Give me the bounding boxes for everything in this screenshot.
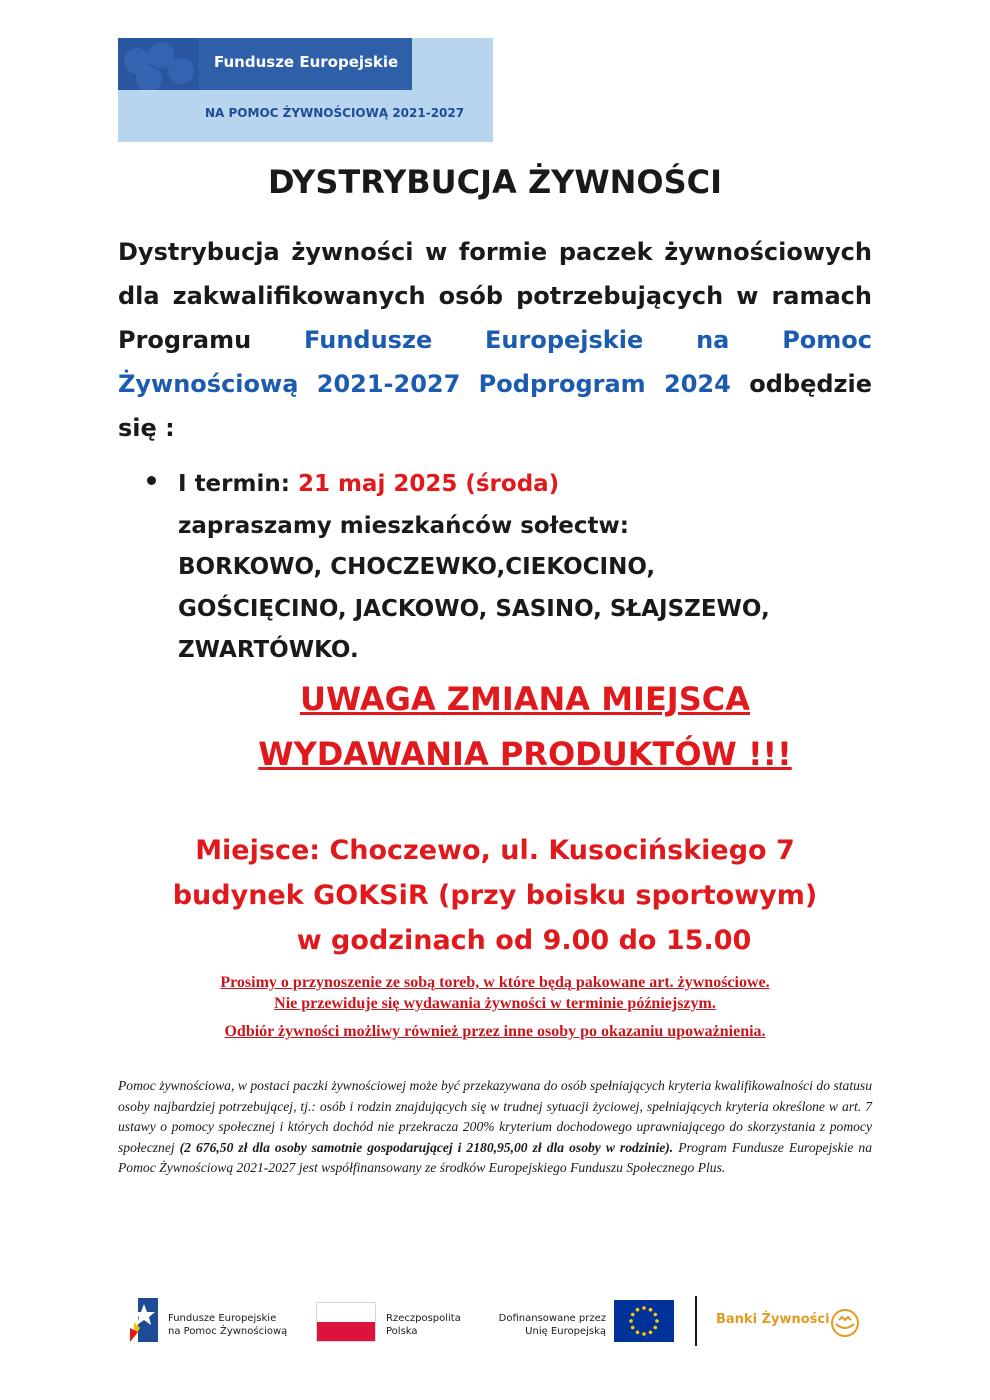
eu-footer-text xyxy=(480,1312,606,1338)
rp-footer-line-1: Rzeczpospolita xyxy=(386,1313,461,1324)
program-name: Fundusze Europejskie na Pomoc Żywnościową 2021-2027 Podprogram 2024 xyxy=(118,326,872,398)
note-no-later: Nie przewiduje się wydawania żywności w terminie późniejszym. xyxy=(274,995,716,1012)
warning-heading xyxy=(0,672,990,782)
warning-line-1: UWAGA ZMIANA MIEJSCA xyxy=(300,680,750,718)
intro-text-start: Dystrybucja żywności w formie paczek żywnościowych dla zakwalifikowanych osób potrzebujących w ramach Programu xyxy=(118,238,872,354)
footer-divider xyxy=(695,1296,697,1346)
fine-print-part-2: Program Fundusze Europejskie na Pomoc Żywnościową 2021-2027 jest współfinansowany ze środków Europejskiego Funduszu Społecznego Plus. xyxy=(118,1139,872,1175)
warning-line-2: WYDAWANIA PRODUKTÓW !!! xyxy=(258,735,792,773)
villages-line-1: BORKOWO, CHOCZEWKO,CIEKOCINO, xyxy=(178,554,656,580)
fine-print-bold: (2 676,50 zł dla osoby samotnie gospodarującej i 2180,95,00 zł dla osoby w rodzinie). xyxy=(179,1139,674,1155)
villages-line-2: GOŚCIĘCINO, JACKOWO, SASINO, SŁAJSZEWO, xyxy=(178,595,770,622)
fe-footer-text xyxy=(168,1312,287,1338)
banki-zywnosci-icon xyxy=(830,1308,860,1338)
fe-footer-line-1: Fundusze Europejskie xyxy=(168,1313,277,1324)
bullet-icon xyxy=(147,476,156,485)
villages-line-3: ZWARTÓWKO. xyxy=(178,637,359,663)
place-line-2: budynek GOKSiR (przy boisku sportowym) xyxy=(172,880,818,911)
fine-print xyxy=(118,1076,872,1179)
poland-flag-icon xyxy=(316,1302,376,1342)
fine-print-part-1: Pomoc żywnościowa, w postaci paczki żywnościowej może być przekazywana do osób spełniających kryteria kwalifikowalności do statusu osoby najbardziej potrzebującej, tj.: osób i rodzin znajdujących się w trudnej sytuacji życiowej, spełniających kryteria określone w art. 7 ustawy o pomocy społecznej i których dochód nie przekracza 200% kryterium dochodowego uprawniającego do skorzystania z pomocy społecznej xyxy=(118,1078,872,1155)
term-label: I termin: xyxy=(178,471,298,497)
logo-subtitle: NA POMOC ŻYWNOŚCIOWĄ 2021-2027 xyxy=(205,106,465,120)
eu-footer-line-1: Dofinansowane przez xyxy=(498,1313,606,1324)
fe-footer-line-2: na Pomoc Żywnościową xyxy=(168,1326,288,1337)
place-info xyxy=(0,828,990,963)
term-invite: zapraszamy mieszkańców sołectw: xyxy=(178,512,629,539)
fundusze-europejskie-logo xyxy=(118,38,493,142)
note-authorization: Odbiór żywności możliwy również przez inne osoby po okazaniu upoważnienia. xyxy=(224,1023,766,1040)
fe-star-icon xyxy=(130,1298,158,1342)
footer-logos xyxy=(0,1290,990,1360)
rp-footer-line-2: Polska xyxy=(386,1326,418,1337)
intro-paragraph xyxy=(118,230,872,450)
term-block xyxy=(178,464,898,672)
stars-icon xyxy=(118,38,198,90)
page-title: DYSTRYBUCJA ŻYWNOŚCI xyxy=(267,163,723,201)
place-line-1: Miejsce: Choczewo, ul. Kusocińskiego 7 xyxy=(195,835,795,866)
intro-text-end: odbędzie się : xyxy=(118,370,872,442)
logo-title: Fundusze Europejskie xyxy=(214,53,399,71)
notes-block xyxy=(0,972,990,1042)
eu-footer-line-2: Unię Europejską xyxy=(525,1326,606,1337)
eu-flag-icon xyxy=(614,1300,674,1342)
banki-zywnosci-text: Banki Żywności xyxy=(716,1312,830,1327)
rp-footer-text xyxy=(386,1312,461,1338)
place-hours: w godzinach od 9.00 do 15.00 xyxy=(296,925,752,956)
term-date: 21 maj 2025 (środa) xyxy=(297,471,560,497)
logo-top-band xyxy=(118,38,412,90)
note-bags: Prosimy o przynoszenie ze sobą toreb, w które będą pakowane art. żywnościowe. xyxy=(220,974,770,991)
